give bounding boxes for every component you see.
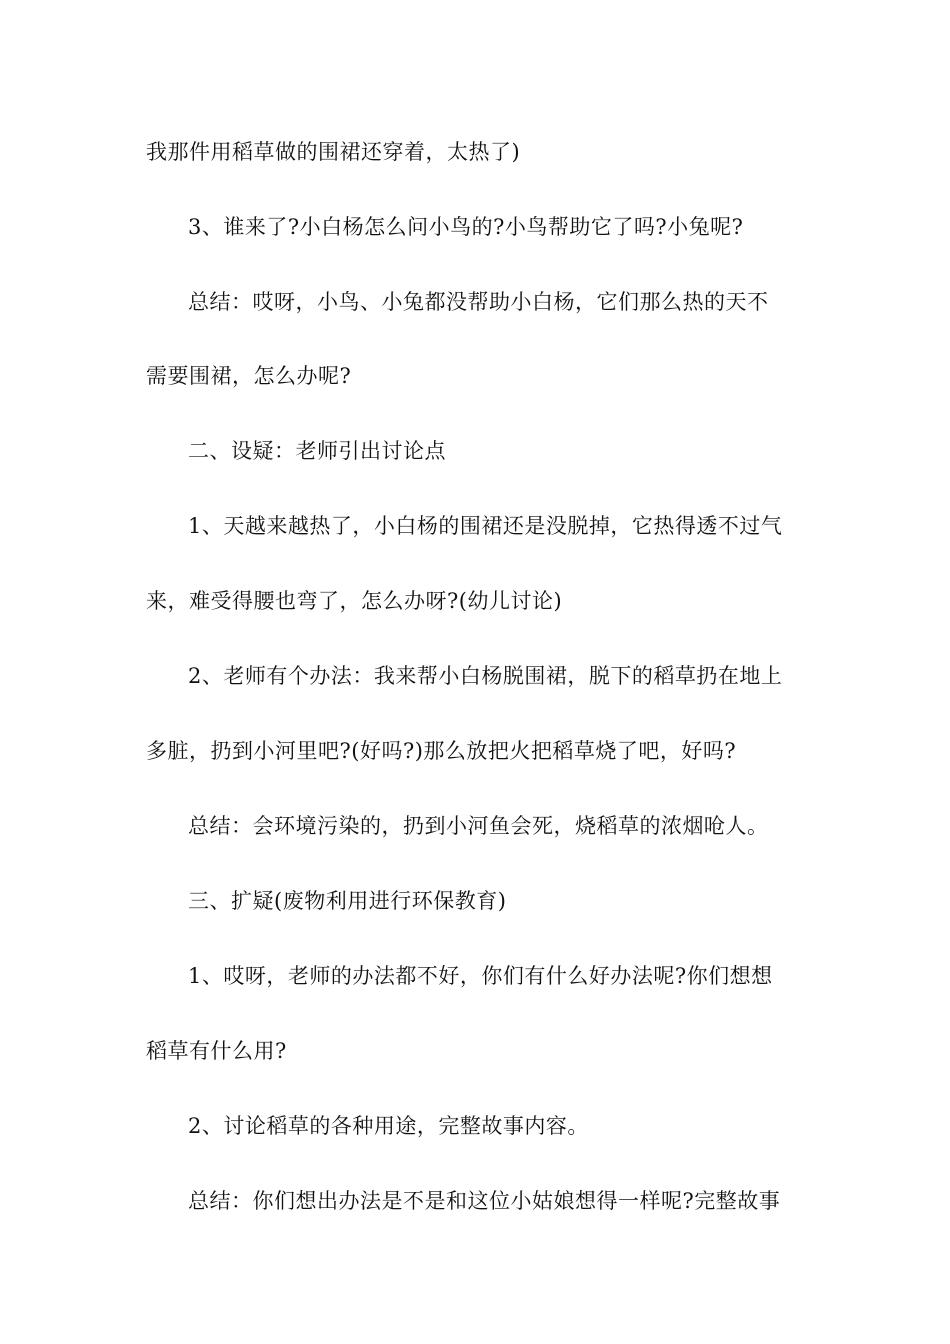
text-line: 3、谁来了?小白杨怎么问小鸟的?小鸟帮助它了吗?小兔呢? [188, 215, 744, 239]
section-heading: 二、设疑：老师引出讨论点 [188, 439, 446, 463]
text-line: 1、天越来越热了，小白杨的围裙还是没脱掉，它热得透不过气 [188, 514, 783, 538]
text-line: 稻草有什么用? [146, 1039, 287, 1063]
text-line: 需要围裙，怎么办呢? [146, 364, 352, 388]
text-line: 来，难受得腰也弯了，怎么办呀?(幼儿讨论) [146, 589, 563, 613]
text-line: 总结：哎呀，小鸟、小兔都没帮助小白杨，它们那么热的天不 [188, 290, 769, 314]
text-line: 多脏，扔到小河里吧?(好吗?)那么放把火把稻草烧了吧，好吗? [146, 739, 737, 763]
text-line: 2、老师有个办法：我来帮小白杨脱围裙，脱下的稻草扔在地上 [188, 664, 783, 688]
section-heading: 三、扩疑(废物利用进行环保教育) [188, 889, 507, 913]
text-line: 总结：你们想出办法是不是和这位小姑娘想得一样呢?完整故事 [188, 1189, 781, 1213]
text-line: 总结：会环境污染的，扔到小河鱼会死，烧稻草的浓烟呛人。 [188, 814, 769, 838]
text-line: 1、哎呀，老师的办法都不好，你们有什么好办法呢?你们想想 [188, 964, 773, 988]
text-line: 我那件用稻草做的围裙还穿着，太热了) [146, 140, 521, 164]
text-line: 2、讨论稻草的各种用途，完整故事内容。 [188, 1114, 589, 1138]
